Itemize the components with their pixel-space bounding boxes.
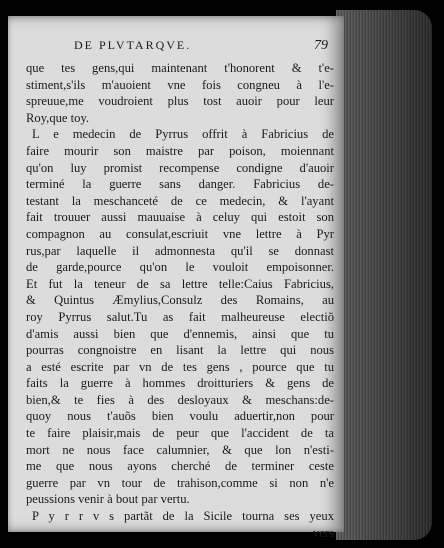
text-line: faits la guerre à hommes droitturiers & gens de	[26, 376, 334, 391]
text-line: qu'on luy promist recompense condigne d'auoir	[26, 160, 334, 175]
text-line: mort ne nous face calumnier, & que lon n'esti-	[26, 442, 334, 457]
text-line: faire mourir son maistre par poison, moiennant	[26, 143, 334, 158]
text-line: Roy,que toy.	[26, 110, 90, 125]
paragraph-start-line: L e medecin de Pyrrus offrit à Fabricius de	[32, 127, 334, 142]
text-line: pourras congnoistre en lisant la lettre qui nous	[26, 343, 334, 358]
book-page	[8, 16, 344, 540]
text-line: compagnon au consulat,escriuit vne lettre à Pyr	[26, 226, 334, 241]
running-head	[26, 38, 334, 60]
running-head-title: DE PLVTARQVE.	[74, 38, 192, 52]
text-line: fait trouuer aussi mauuaise à celuy qui estoit son	[26, 210, 334, 225]
text-line: stiment,s'ils m'auoient vne fois congneu à l'e-	[26, 77, 334, 92]
text-line: d'amis aussi bien que d'ennemis, ainsi que tu	[26, 326, 334, 341]
text-line: de garde,pource qu'on le vouloit empoisonner.	[26, 260, 334, 275]
text-line: a esté escrite par vn de tes gens , pource que tu	[26, 359, 334, 374]
text-line: me que nous ayons cherché de terminer ceste	[26, 459, 334, 474]
text-line: testant la meschanceté de ce medecin, & l'ayant	[26, 193, 334, 208]
paragraph-start-line: P y r r v s partãt de la Sicile tourna ses yeux	[32, 509, 334, 524]
text-line: spreuue,me voudroient plus tost auoir pour leur	[26, 94, 334, 109]
text-line: rus,par laquelle il admonnesta qu'il se donnast	[26, 243, 334, 258]
text-line: te faire plaisir,mais de peur que l'accident de ta	[26, 426, 334, 441]
text-line: bien,& te fies à des desloyaux & meschans:de-	[26, 392, 334, 407]
text-line: peussions venir à bout par vertu.	[26, 492, 190, 507]
text-line: & Quintus Æmylius,Consulz des Romains, au	[26, 293, 334, 308]
page-text	[26, 38, 334, 541]
text-line: que tes gens,qui maintenant t'honorent & t'e-	[26, 61, 334, 75]
book-edge-shadow	[336, 10, 432, 540]
text-line: roy Pyrrus salut.Tu as fait malheureuse electiõ	[26, 309, 334, 324]
text-line: terminé la guerre sans danger. Fabricius de-	[26, 177, 334, 192]
page-number: 79	[314, 38, 328, 53]
text-line: guerre par vn tour de trahison,comme si non n'e	[26, 475, 334, 490]
text-line: quoy nous t'auõs bien voulu aduertir,non pour	[26, 409, 334, 424]
catchword: vers	[313, 525, 334, 540]
text-line: Et fut la teneur de sa lettre telle:Caius Fabricius,	[26, 276, 334, 291]
